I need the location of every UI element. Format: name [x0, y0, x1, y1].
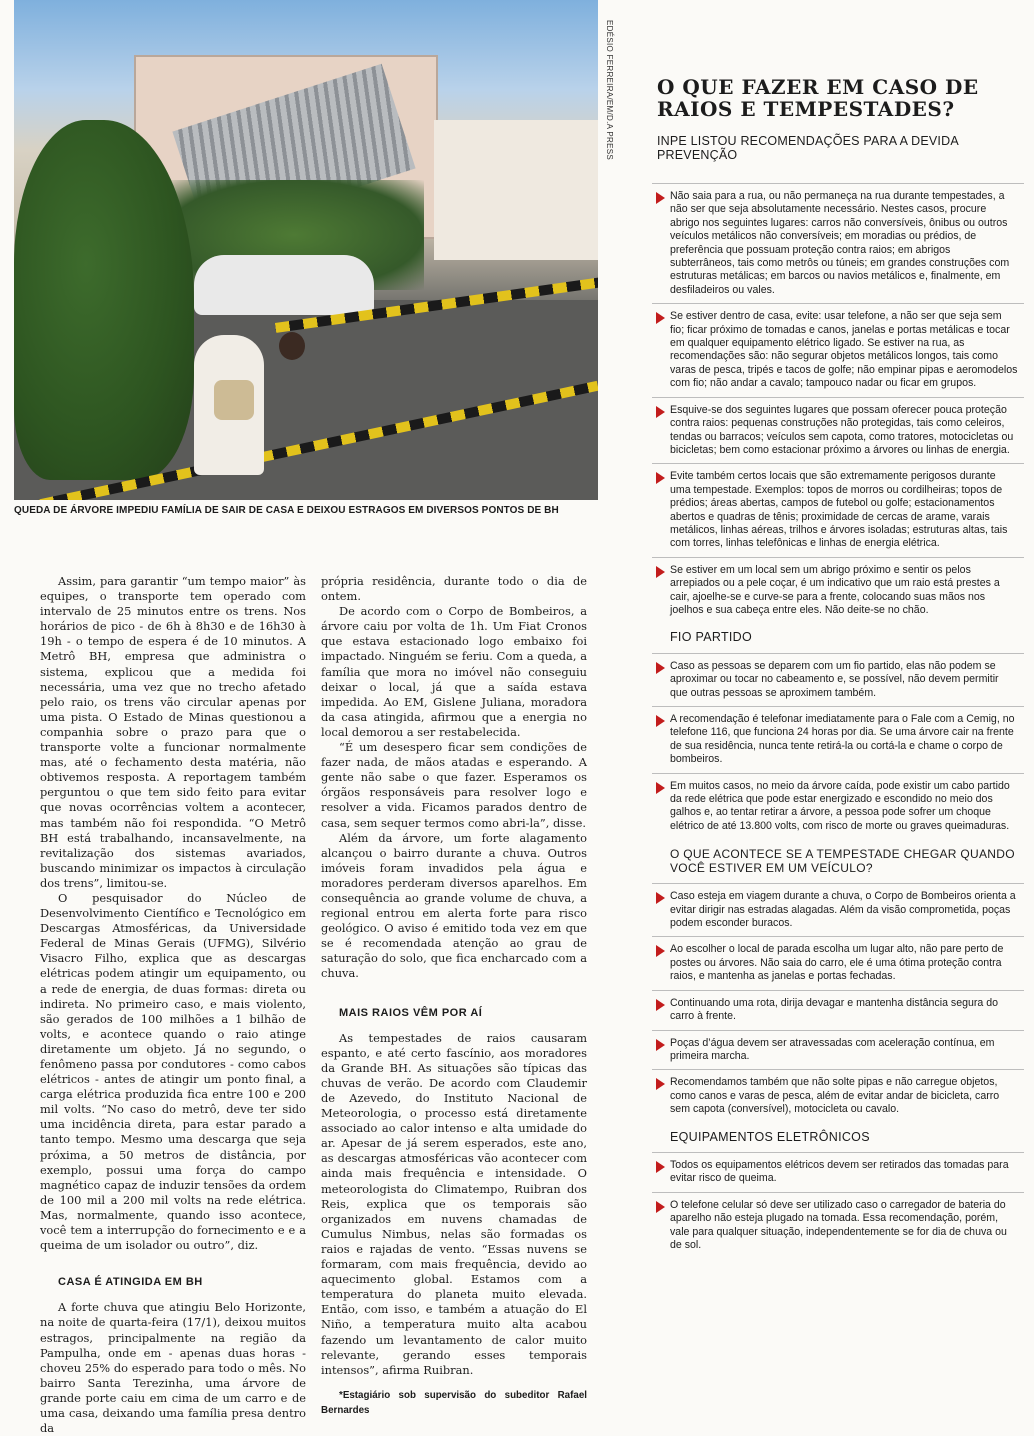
red-arrow-icon [656, 1161, 665, 1173]
photo-tree [14, 120, 194, 480]
red-arrow-icon [656, 999, 665, 1011]
tip-text: Continuando uma rota, dirija devagar e mantenha distância segura do carro à frente. [670, 996, 999, 1023]
red-arrow-icon [656, 715, 665, 727]
section-heading-veiculo: O QUE ACONTECE SE A TEMPESTADE CHEGAR QUANDO VOCÊ ESTIVER EM UM VEÍCULO? [670, 847, 1015, 876]
tip-item [652, 653, 1024, 706]
tip-text: Caso esteja em viagem durante a chuva, o Corpo de Bombeiros orienta a evitar dirigir nas estradas alagadas. Além da visão comprometida, poças podem esconder buracos. [670, 890, 1016, 930]
photo-caption: QUEDA DE ÁRVORE IMPEDIU FAMÍLIA DE SAIR DE CASA E DEIXOU ESTRAGOS EM DIVERSOS PONTOS DE BH [14, 505, 559, 516]
article-paragraph: “É um desespero ficar sem condições de fazer nada, de mãos atadas e esperando. A gente não sabe o que fazer. Esperamos os órgãos responsáveis para resolver logo e resolver a vida. Ficamos parados dentro de casa, sem sequer termos como abri-la”, disse. [321, 740, 587, 830]
tip-item [652, 303, 1024, 396]
tip-text: Caso as pessoas se deparem com um fio partido, elas não podem se aproximar ou tocar no cabeamento e, se possível, não devem permitir que outras pessoas se aproximem também. [670, 659, 999, 699]
tip-item [652, 883, 1024, 936]
photo-house-2 [434, 120, 598, 260]
tips-group-general [652, 183, 1024, 623]
tip-item [652, 990, 1024, 1030]
article-subhead: MAIS RAIOS VÊM POR AÍ [339, 1006, 483, 1019]
tip-text: Se estiver dentro de casa, evite: usar telefone, a não ser que seja sem fio; ficar próximo de tomadas e canos, janelas e portas metálicas e tocar em qualquer equipamento elétrico ligado. Se estiver na rua, as recomendações são: não segurar objetos metálicos longos, tais como varas de pesca, tripés e tacos de golfe; não empinar pipas e aeromodelos com fio; não andar a cavalo; tampouco nadar ou ficar em grupos. [670, 310, 1018, 390]
article-paragraph: O pesquisador do Núcleo de Desenvolvimento Científico e Tecnológico em Descargas Atmosféricas, da Universidade Federal de Minas Gerais (UFMG), Silvério Visacro Filho, explica que as descargas elétricas podem atingir um equipamento, ou a rede de energia, de duas formas: direta ou indireta. No primeiro caso, e mais violento, são gerados de 100 milhões a 1 bilhão de volts, e acontece quando o raio atinge diretamente um objeto. Já no segundo, o fenômeno passa por condutores - como cabos elétricos - antes de atingir um ponto final, a carga elétrica produzida fica entre 100 e 200 mil volts. “No caso do metrô, deve ter sido uma incidência direta, para estar parado a tanto tempo. Mesmo uma descarga que seja próxima, a 50 metros de distância, por exemplo, possui uma força do campo magnético capaz de induzir tensões da ordem de 100 mil a 200 mil volts na rede elétrica. Mas, normalmente, quando isso acontece, você tem a interrupção do fornecimento e e a queima de um isolador ou outro”, diz. [40, 890, 306, 1253]
tip-item [652, 1192, 1024, 1259]
tip-item [652, 773, 1024, 840]
tip-text: Em muitos casos, no meio da árvore caída, pode existir um cabo partido da rede elétrica que pode estar energizado e escondido no meio dos galhos e, ao tentar retirar a árvore, a pessoa pode sofrer um choque elétrico de até 13.800 volts, com risco de morte ou graves queimaduras. [670, 779, 1010, 832]
section-heading-fio-partido: FIO PARTIDO [670, 630, 753, 645]
tip-text: Evite também certos locais que são extremamente perigosos durante uma tempestade. Exemplos: topos de morros ou cordilheiras; topos de prédios; áreas abertas, campos de futebol ou golfe; estacionamentos abertos e quadras de tênis; proximidade de cercas de arame, varais metálicos, linhas aéreas, trilhos e árvores isoladas; estruturas altas, tais com torres, linhas telefônicas e linhas de energia elétrica. [670, 470, 1008, 550]
red-arrow-icon [656, 1201, 665, 1213]
photo-bag [214, 380, 254, 420]
news-photo [14, 0, 598, 500]
photo-credit: EDÉSIO FERREIRA/EM/D.A PRESS [605, 20, 614, 160]
red-arrow-icon [656, 782, 665, 794]
tip-item [652, 1069, 1024, 1122]
tips-group-equipamentos [652, 1152, 1024, 1258]
tip-text: Recomendamos também que não solte pipas e não carregue objetos, como canos e varas de pesca, além de evitar andar de bicicleta, carro sem capota (conversível), motocicleta ou cavalo. [670, 1076, 1000, 1116]
red-arrow-icon [656, 662, 665, 674]
tip-item [652, 183, 1024, 303]
tip-text: Todos os equipamentos elétricos devem ser retirados das tomadas para evitar risco de queima. [670, 1158, 1009, 1185]
tip-item [652, 397, 1024, 464]
red-arrow-icon [656, 406, 665, 418]
tip-text: Esquive-se dos seguintes lugares que possam oferecer pouca proteção contra raios: pequenas construções não protegidas, tais como celeiros, tendas ou barracos; veículos sem capota, como tratores, motocicletas ou bicicletas; bem como estacionar próximo a árvores ou linhas de energia. [670, 403, 1014, 456]
tip-item [652, 1030, 1024, 1070]
article-footnote: *Estagiário sob supervisão do subeditor Rafael Bernardes [321, 1389, 587, 1416]
tip-text: Se estiver em um local sem um abrigo próximo e sentir os pelos arrepiados ou a pele coçar, é um indicativo que um raio está prestes a cair, ajoelhe-se e curve-se para a frente, colocando suas mãos nos joelhos e sua cabeça entre eles. Não deite-se no chão. [670, 563, 1000, 616]
article-paragraph: A forte chuva que atingiu Belo Horizonte, na noite de quarta-feira (17/1), deixou muitos estragos, principalmente na região da Pampulha, onde em - apenas duas horas - choveu 25% do esperado para todo o mês. No bairro Santa Terezinha, uma árvore de grande porte caiu em cima de um carro e de uma casa, deixando uma família presa dentro da [40, 1300, 306, 1436]
sidebar-title: O QUE FAZER EM CASO DE RAIOS E TEMPESTADES? [657, 75, 979, 121]
tip-text: A recomendação é telefonar imediatamente para o Fale com a Cemig, no telefone 116, que funciona 24 horas por dia. Se uma árvore cair na frente de sua residência, nunca tente retirá-la ou cortá-la e chame o corpo de bombeiros. [670, 713, 1015, 766]
article-column-2 [321, 574, 587, 1418]
red-arrow-icon [656, 312, 665, 324]
article-paragraph: As tempestades de raios causaram espanto, e até certo fascínio, aos moradores da Grande BH. As situações são típicas das chuvas de verão. De acordo com Claudemir de Azevedo, do Instituto Nacional de Meteorologia, o processo está diretamente associado ao calor intenso e alta umidade do ar. Apesar de já serem esperados, este ano, as descargas atmosféricas vão acontecer com ainda mais frequência e intensidade. O meteorologista do Climatempo, Ruibran dos Reis, explica que os temporais são organizados em nuvens chamadas de Cumulus Nimbus, nelas são formadas os raios e rajadas de vento. “Essas nuvens se formaram, com mais frequência, devido ao aquecimento global. Estamos com a temperatura do planeta muito elevada. Então, com isso, e também a atuação do El Niño, a temperatura muito alta acabou fazendo um levantamento de calor muito relevante, gerando esses temporais intensos”, afirma Ruibran. [321, 1030, 587, 1377]
red-arrow-icon [656, 1078, 665, 1090]
red-arrow-icon [656, 566, 665, 578]
article-column-1 [40, 574, 306, 1436]
sidebar-box [652, 183, 1024, 1258]
section-heading-equipamentos: EQUIPAMENTOS ELETRÔNICOS [670, 1129, 870, 1144]
article-paragraph: Assim, para garantir “um tempo maior” às equipes, o transporte tem operado com intervalo de 25 minutos entre os trens. Nos horários de pico - de 6h à 8h30 e de 16h30 à 19h - o tempo de espera é de 10 minutos. A Metrô BH, empresa que administra o sistema, explicou que a medida foi necessária, uma vez que no trecho afetado pelo raio, os trens vão circular apenas por uma pista. O Estado de Minas questionou a companhia sobre o prazo para que o transporte volte a funcionar normalmente mas, até o fechamento desta matéria, não obtivemos resposta. A reportagem também perguntou o que tem sido feito para evitar que novas ocorrências voltem a acontecer, mas também não foi respondida. “O Metrô BH está trabalhando, incansavelmente, na revitalização dos sistemas avariados, buscando minimizar os impactos à circulação dos trens”, limitou-se. [40, 574, 306, 890]
sidebar-subtitle: INPE LISTOU RECOMENDAÇÕES PARA A DEVIDA PREVENÇÃO [657, 134, 959, 162]
article-paragraph: De acordo com o Corpo de Bombeiros, a árvore caiu por volta de 1h. Um Fiat Cronos que estava estacionado logo embaixo foi impactado. Ninguém se feriu. Com a queda, a família que mora no imóvel não conseguiu deixar o local, já que a saída estava impedida. Ao EM, Gislene Juliana, moradora da casa atingida, afirmou que a energia no local demorou a ser restabelecida. [321, 604, 587, 739]
red-arrow-icon [656, 1039, 665, 1051]
tips-group-fio-partido [652, 653, 1024, 839]
article-subhead: CASA É ATINGIDA EM BH [58, 1276, 203, 1289]
tip-text: O telefone celular só deve ser utilizado caso o carregador de bateria do aparelho não esteja plugado na tomada. Essa recomendação, porém, vale para qualquer situação, independentemente se for dia de chuva ou de sol. [670, 1198, 1007, 1251]
tip-item [652, 463, 1024, 556]
photo-person-head [279, 332, 305, 360]
tip-text: Não saia para a rua, ou não permaneça na rua durante tempestades, a não ser que seja absolutamente necessário. Nestes casos, procure abrigo nos seguintes lugares: carros não conversíveis, ônibus ou outros veículos metálicos não conversíveis; em moradias ou prédios, de preferência que possuam proteção contra raios; em abrigos subterrâneos, tais como metrôs ou túneis; em grandes construções com estruturas metálicas; em barcos ou navios metálicos e, finalmente, em desfiladeiros ou vales. [670, 190, 1010, 296]
article-paragraph: própria residência, durante todo o dia de ontem. [321, 574, 587, 604]
photo-car [194, 255, 374, 315]
red-arrow-icon [656, 472, 665, 484]
tip-text: Ao escolher o local de parada escolha um lugar alto, não pare perto de postes ou árvores. Não saia do carro, ele é uma ótima proteção contra raios, e mantenha as janelas e portas fechadas. [670, 943, 1004, 983]
article-paragraph: Além da árvore, um forte alagamento alcançou o bairro durante a chuva. Outros imóveis foram invadidos pela água e moradores perderam diversos aparelhos. Em consequência ao grande volume de chuva, a regional entrou em alerta forte para risco geológico. O aviso é emitido toda vez em que se é recomendada atenção ao grau de saturação do solo, que fica encharcado com a chuva. [321, 830, 587, 981]
red-arrow-icon [656, 892, 665, 904]
tips-group-veiculo [652, 883, 1024, 1122]
tip-item [652, 1152, 1024, 1192]
red-arrow-icon [656, 192, 665, 204]
tip-item [652, 706, 1024, 773]
tip-item [652, 557, 1024, 624]
tip-text: Poças d’água devem ser atravessadas com aceleração contínua, em primeira marcha. [670, 1036, 995, 1062]
tip-item [652, 936, 1024, 989]
red-arrow-icon [656, 945, 665, 957]
